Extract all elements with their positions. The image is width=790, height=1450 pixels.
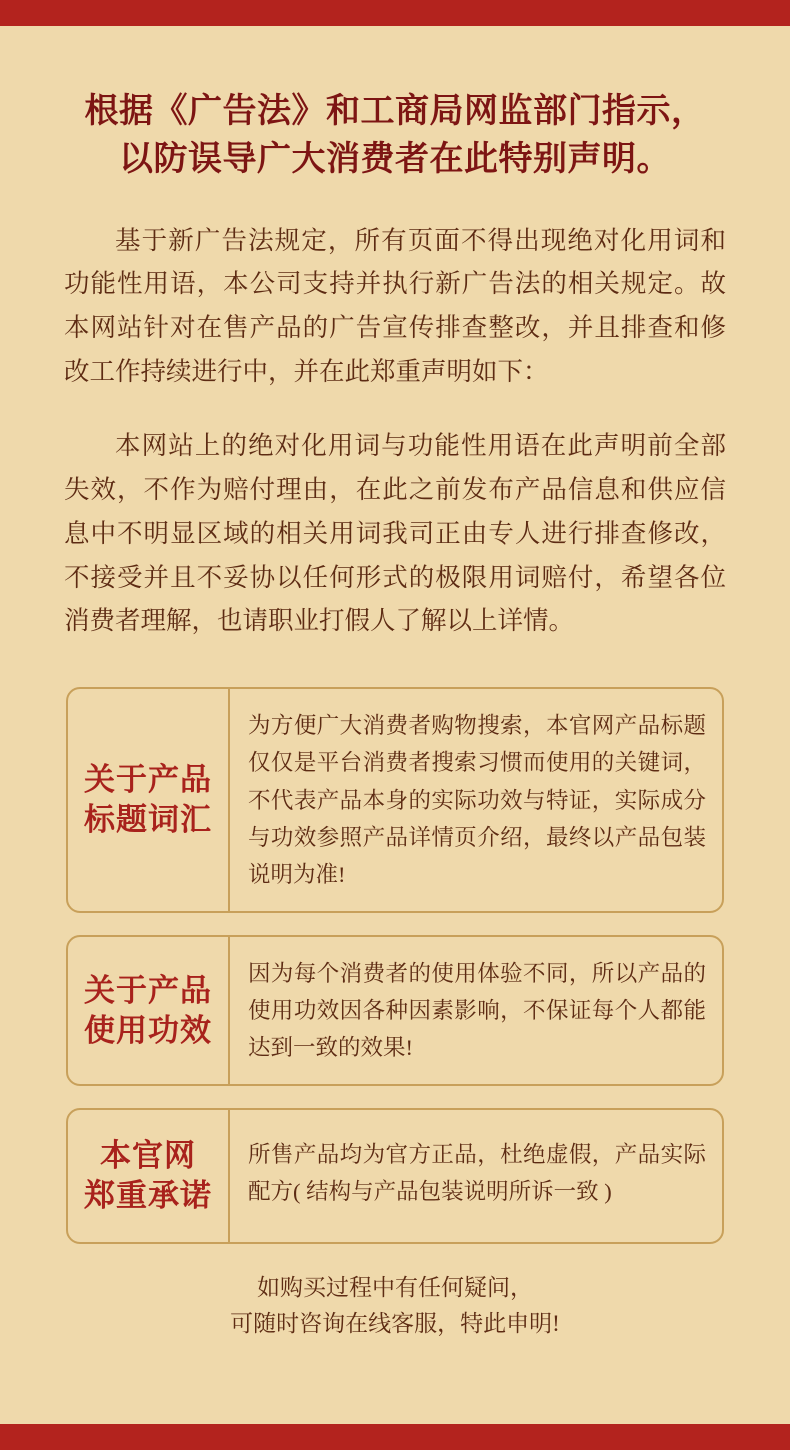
declaration-card-list — [58, 687, 732, 1243]
card-label-product-effect — [68, 937, 230, 1084]
card-text-product-effect: 因为每个消费者的使用体验不同，所以产品的使用功效因各种因素影响，不保证每个人都能达到一致的效果! — [248, 960, 706, 1061]
card-label-line-1: 本官网 — [100, 1138, 196, 1174]
footer-line-1: 如购买过程中有任何疑问， — [257, 1274, 533, 1300]
card-label-line-2: 标题词汇 — [84, 802, 212, 838]
footer-line-2: 可随时咨询在线客服，特此申明! — [230, 1311, 560, 1337]
declaration-card-product-effect — [66, 935, 724, 1086]
footer-note — [58, 1270, 732, 1344]
statement-paragraph-1: 基于新广告法规定，所有页面不得出现绝对化用词和功能性用语，本公司支持并执行新广告法的相关规定。故本网站针对在售产品的广告宣传排查整改，并且排查和修改工作持续进行中，并在此郑重声明如下： — [64, 225, 726, 387]
declaration-card-product-title — [66, 687, 724, 913]
card-text-promise: 所售产品均为官方正品，杜绝虚假，产品实际配方( 结构与产品包装说明所诉一致 ) — [248, 1142, 706, 1205]
card-text-product-title: 为方便广大消费者购物搜索，本官网产品标题仅仅是平台消费者搜索习惯而使用的关键词，不代表产品本身的实际功效与特证，实际成分与功效参照产品详情页介绍，最终以产品包装说明为准! — [248, 713, 706, 887]
card-label-line-1: 关于产品 — [84, 762, 212, 798]
announcement-panel — [0, 26, 790, 1424]
page-title-line-1: 根据《广告法》和工商局网监部门指示， — [84, 93, 706, 130]
statement-paragraph-2: 本网站上的绝对化用词与功能性用语在此声明前全部失效，不作为赔付理由，在此之前发布产品信息和供应信息中不明显区域的相关用词我司正由专人进行排查修改，不接受并且不妥协以任何形式的极限用词赔付，希望各位消费者理解，也请职业打假人了解以上详情。 — [64, 430, 726, 636]
page-title — [58, 88, 732, 185]
card-label-line-1: 关于产品 — [84, 972, 212, 1008]
card-label-line-2: 郑重承诺 — [84, 1177, 212, 1213]
declaration-card-promise — [66, 1108, 724, 1243]
card-label-promise — [68, 1110, 230, 1241]
page-title-line-2: 以防误导广大消费者在此特别声明。 — [119, 141, 671, 179]
card-label-product-title — [68, 689, 230, 911]
card-label-line-2: 使用功效 — [84, 1012, 212, 1048]
